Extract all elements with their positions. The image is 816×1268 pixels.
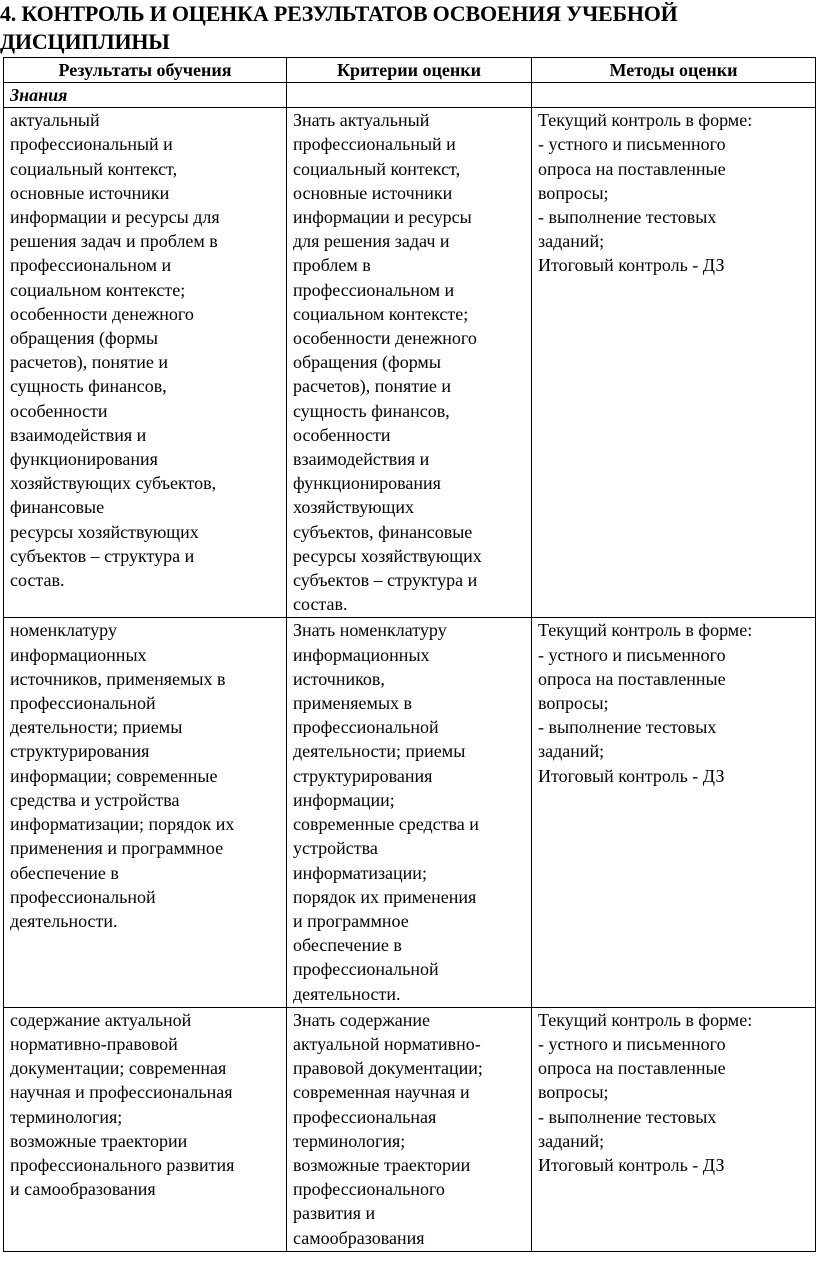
- learning-result-cell: номенклатуру информационных источников, применяемых в профессиональной деятельности; приемы структурирования информации; современные средства и устройства информатизации; порядок их применения и программное обеспечение в профессиональной деятельности.: [4, 618, 287, 1007]
- table-row: [4, 618, 816, 1007]
- document-title: 4. КОНТРОЛЬ И ОЦЕНКА РЕЗУЛЬТАТОВ ОСВОЕНИЯ УЧЕБНОЙ ДИСЦИПЛИНЫ: [0, 1, 678, 54]
- table-row: [4, 108, 816, 618]
- header-learning-results: Результаты обучения: [4, 58, 287, 83]
- criteria-cell: Знать актуальный профессиональный и социальный контекст, основные источники информации и ресурсы для решения задач и проблем в профессиональном и социальном контексте; особенности денежного обращения (формы расчетов), понятие и сущность финансов, особенности взаимодействия и функционирования хозяйствующих субъектов, финансовые ресурсы хозяйствующих субъектов – структура и состав.: [287, 108, 532, 618]
- learning-result-cell: содержание актуальной нормативно-правовой документации; современная научная и профессиональная терминология; возможные траектории профессионального развития и самообразования: [4, 1007, 287, 1251]
- methods-cell: Текущий контроль в форме: - устного и письменного опроса на поставленные вопросы; - выполнение тестовых заданий; Итоговый контроль - ДЗ: [532, 108, 816, 618]
- section-row-knowledge: [4, 83, 816, 108]
- empty-cell: [287, 83, 532, 108]
- assessment-table: [3, 57, 816, 1252]
- header-assessment-criteria: Критерии оценки: [287, 58, 532, 83]
- table-header-row: [4, 58, 816, 83]
- learning-result-cell: актуальный профессиональный и социальный контекст, основные источники информации и ресурсы для решения задач и проблем в профессиональном и социальном контексте; особенности денежного обращения (формы расчетов), понятие и сущность финансов, особенности взаимодействия и функционирования хозяйствующих субъектов, финансовые ресурсы хозяйствующих субъектов – структура и состав.: [4, 108, 287, 618]
- empty-cell: [532, 83, 816, 108]
- methods-cell: Текущий контроль в форме: - устного и письменного опроса на поставленные вопросы; - выполнение тестовых заданий; Итоговый контроль - ДЗ: [532, 618, 816, 1007]
- table-row: [4, 1007, 816, 1251]
- section-label: Знания: [4, 83, 287, 108]
- header-assessment-methods: Методы оценки: [532, 58, 816, 83]
- criteria-cell: Знать номенклатуру информационных источников, применяемых в профессиональной деятельности; приемы структурирования информации; современные средства и устройства информатизации; порядок их применения и программное обеспечение в профессиональной деятельности.: [287, 618, 532, 1007]
- methods-cell: Текущий контроль в форме: - устного и письменного опроса на поставленные вопросы; - выполнение тестовых заданий; Итоговый контроль - ДЗ: [532, 1007, 816, 1251]
- criteria-cell: Знать содержание актуальной нормативно- правовой документации; современная научная и профессиональная терминология; возможные траектории профессионального развития и самообразования: [287, 1007, 532, 1251]
